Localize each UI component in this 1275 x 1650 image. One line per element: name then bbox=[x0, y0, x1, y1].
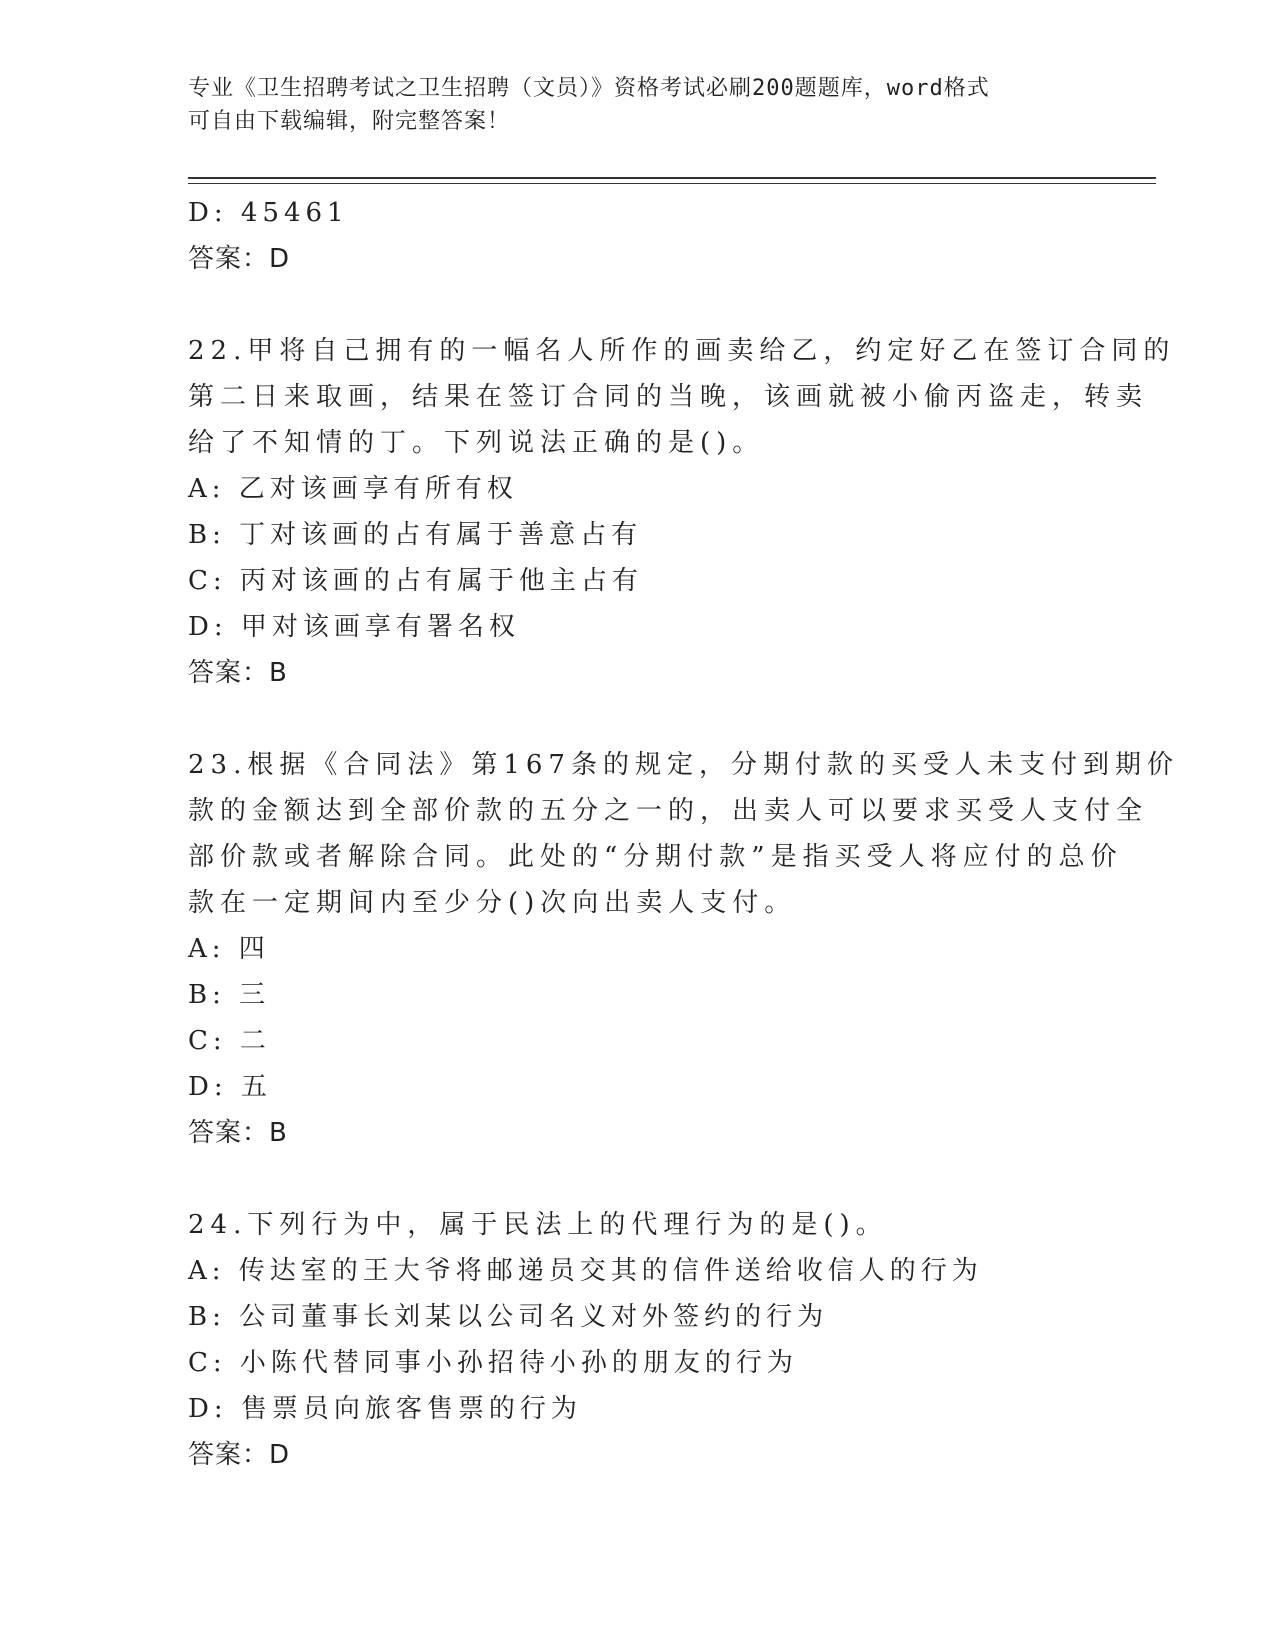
option-d: D: 五 bbox=[188, 1072, 272, 1102]
option-c: C: 二 bbox=[188, 1026, 271, 1056]
stem-line: 款在一定期间内至少分()次向出卖人支付。 bbox=[188, 888, 797, 918]
question-stem bbox=[188, 742, 1179, 926]
option-d: D: 45461 bbox=[188, 198, 349, 228]
answer-line: 答案：D bbox=[188, 244, 291, 274]
option-b: B: 丁对该画的占有属于善意占有 bbox=[188, 520, 643, 550]
stem-line: 23.根据《合同法》第167条的规定，分期付款的买受人未支付到期价 bbox=[188, 750, 1179, 780]
answer-line: 答案：B bbox=[188, 658, 288, 688]
stem-line: 24.下列行为中，属于民法上的代理行为的是()。 bbox=[188, 1210, 888, 1240]
header-divider-thick bbox=[188, 177, 1156, 179]
answer-line: 答案：D bbox=[188, 1440, 291, 1470]
document-body bbox=[188, 190, 1179, 1478]
option-a: A: 乙对该画享有所有权 bbox=[188, 474, 518, 504]
header-line-2: 可自由下载编辑，附完整答案！ bbox=[188, 109, 511, 134]
answer-line: 答案：B bbox=[188, 1118, 288, 1148]
option-d: D: 甲对该画享有署名权 bbox=[188, 612, 520, 642]
option-a: A: 传达室的王大爷将邮递员交其的信件送给收信人的行为 bbox=[188, 1256, 983, 1286]
option-a: A: 四 bbox=[188, 934, 270, 964]
question-stem bbox=[188, 1202, 1088, 1248]
document-header bbox=[188, 72, 1068, 138]
question-23 bbox=[188, 742, 1179, 1156]
previous-question-tail bbox=[188, 190, 1088, 282]
stem-line: 第二日来取画，结果在签订合同的当晚，该画就被小偷丙盗走，转卖 bbox=[188, 382, 1149, 412]
question-stem bbox=[188, 328, 1176, 466]
stem-line: 22.甲将自己拥有的一幅名人所作的画卖给乙，约定好乙在签订合同的 bbox=[188, 336, 1176, 366]
option-d: D: 售票员向旅客售票的行为 bbox=[188, 1394, 582, 1424]
header-divider-thin bbox=[188, 183, 1156, 184]
header-line-1: 专业《卫生招聘考试之卫生招聘（文员）》资格考试必刷200题题库，word格式 bbox=[188, 76, 990, 101]
stem-line: 给了不知情的丁。下列说法正确的是()。 bbox=[188, 428, 765, 458]
option-c: C: 丙对该画的占有属于他主占有 bbox=[188, 566, 643, 596]
question-22 bbox=[188, 328, 1176, 696]
option-b: B: 公司董事长刘某以公司名义对外签约的行为 bbox=[188, 1302, 829, 1332]
stem-line: 款的金额达到全部价款的五分之一的，出卖人可以要求买受人支付全 bbox=[188, 796, 1149, 826]
question-24 bbox=[188, 1202, 1088, 1478]
option-c: C: 小陈代替同事小孙招待小孙的朋友的行为 bbox=[188, 1348, 798, 1378]
stem-line: 部价款或者解除合同。此处的“分期付款”是指买受人将应付的总价 bbox=[188, 842, 1123, 872]
option-b: B: 三 bbox=[188, 980, 271, 1010]
